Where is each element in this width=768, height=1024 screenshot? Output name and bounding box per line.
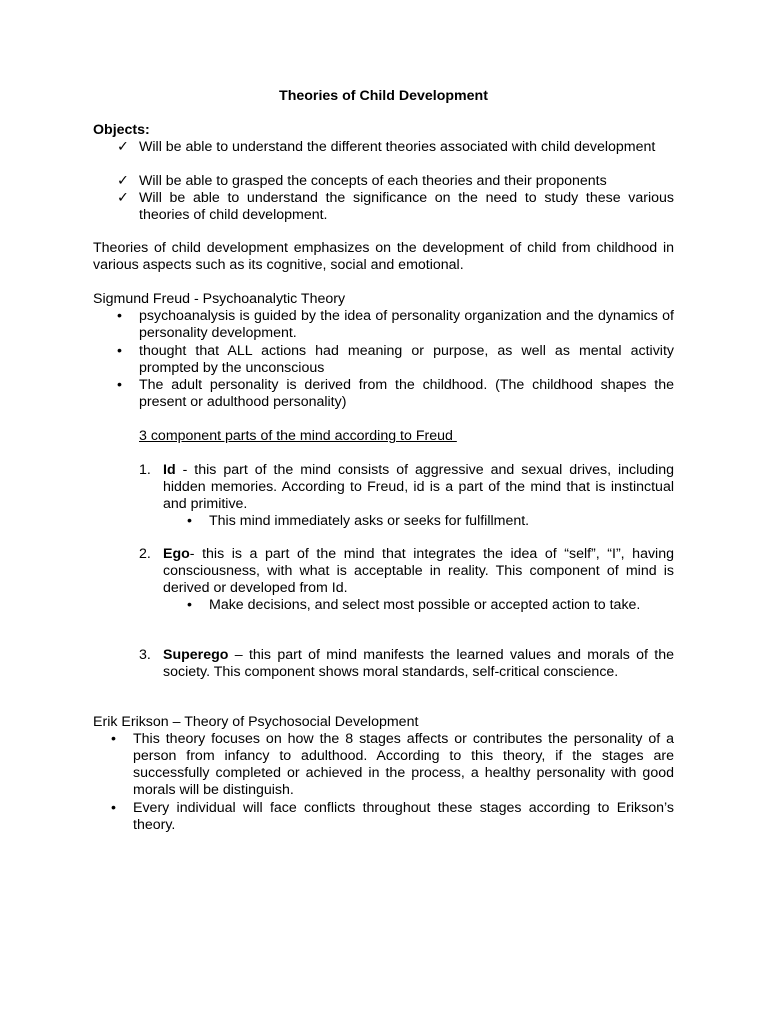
objective-item xyxy=(117,190,674,224)
bullet-icon: • xyxy=(111,731,116,747)
component-description xyxy=(163,546,674,597)
component-sub-bullet xyxy=(187,597,674,614)
objective-text: Will be able to understand the significance on the need to study these various theories of child development. xyxy=(139,190,674,223)
freud-bullet-text: psychoanalysis is guided by the idea of personality organization and the dynamics of personality development. xyxy=(139,308,674,341)
freud-bullet xyxy=(117,377,674,411)
component-sub-bullet xyxy=(187,513,674,530)
component-item-id xyxy=(139,462,674,513)
freud-bullet xyxy=(117,343,674,377)
bullet-icon: • xyxy=(111,800,116,816)
bullet-icon: • xyxy=(187,513,192,529)
component-term: Ego xyxy=(163,546,190,562)
component-number: 2. xyxy=(139,546,151,562)
component-term: Superego xyxy=(163,647,229,663)
component-text: – this part of mind manifests the learned values and morals of the society. This component shows moral standards, self-critical conscience. xyxy=(163,647,674,680)
objective-item xyxy=(117,173,674,190)
freud-bullet xyxy=(117,308,674,342)
bullet-icon: • xyxy=(187,597,192,613)
sub-bullet-text: Make decisions, and select most possible or accepted action to take. xyxy=(209,597,641,613)
page-title: Theories of Child Development xyxy=(279,88,488,104)
bullet-icon: • xyxy=(117,308,122,324)
intro-paragraph: Theories of child development emphasizes on the development of child from childhood in various aspects such as its cognitive, social and emotional. xyxy=(93,240,674,273)
component-term: Id xyxy=(163,462,176,478)
component-item-superego xyxy=(139,647,674,681)
components-heading: 3 component parts of the mind according to Freud xyxy=(139,428,457,444)
erikson-heading: Erik Erikson – Theory of Psychosocial Development xyxy=(93,714,419,730)
freud-bullet-text: thought that ALL actions had meaning or purpose, as well as mental activity prompted by the unconscious xyxy=(139,343,674,376)
component-text: - this is a part of the mind that integrates the idea of “self”, “I”, having consciousness, with what is acceptable in reality. This component of mind is derived or developed from Id. xyxy=(163,546,674,596)
component-text: - this part of the mind consists of aggressive and sexual drives, including hidden memories. According to Freud, id is a part of the mind that is instinctual and primitive. xyxy=(163,462,674,512)
component-item-ego xyxy=(139,546,674,597)
erikson-bullet-text: This theory focuses on how the 8 stages affects or contributes the personality of a person from infancy to adulthood. According to this theory, if the stages are successfully completed or achieved in the process, a healthy personality with good morals will be distinguish. xyxy=(133,731,674,798)
freud-bullet-text: The adult personality is derived from the childhood. (The childhood shapes the present or adulthood personality) xyxy=(139,377,674,410)
sub-bullet-text: This mind immediately asks or seeks for fulfillment. xyxy=(209,513,530,529)
freud-heading: Sigmund Freud - Psychoanalytic Theory xyxy=(93,291,346,307)
component-number: 3. xyxy=(139,647,151,663)
erikson-bullet xyxy=(111,800,674,834)
check-mark-icon: ✓ xyxy=(117,139,129,155)
component-description xyxy=(163,647,674,681)
component-description xyxy=(163,462,674,513)
component-number: 1. xyxy=(139,462,151,478)
bullet-icon: • xyxy=(117,343,122,359)
objective-text: Will be able to grasped the concepts of each theories and their proponents xyxy=(139,173,607,189)
objective-item xyxy=(117,139,674,156)
objective-text: Will be able to understand the different theories associated with child development xyxy=(139,139,656,155)
check-mark-icon: ✓ xyxy=(117,173,129,189)
bullet-icon: • xyxy=(117,377,122,393)
objects-heading: Objects: xyxy=(93,122,150,138)
erikson-bullet-text: Every individual will face conflicts throughout these stages according to Erikson’s theory. xyxy=(133,800,674,833)
check-mark-icon: ✓ xyxy=(117,190,129,206)
erikson-bullet xyxy=(111,731,674,799)
